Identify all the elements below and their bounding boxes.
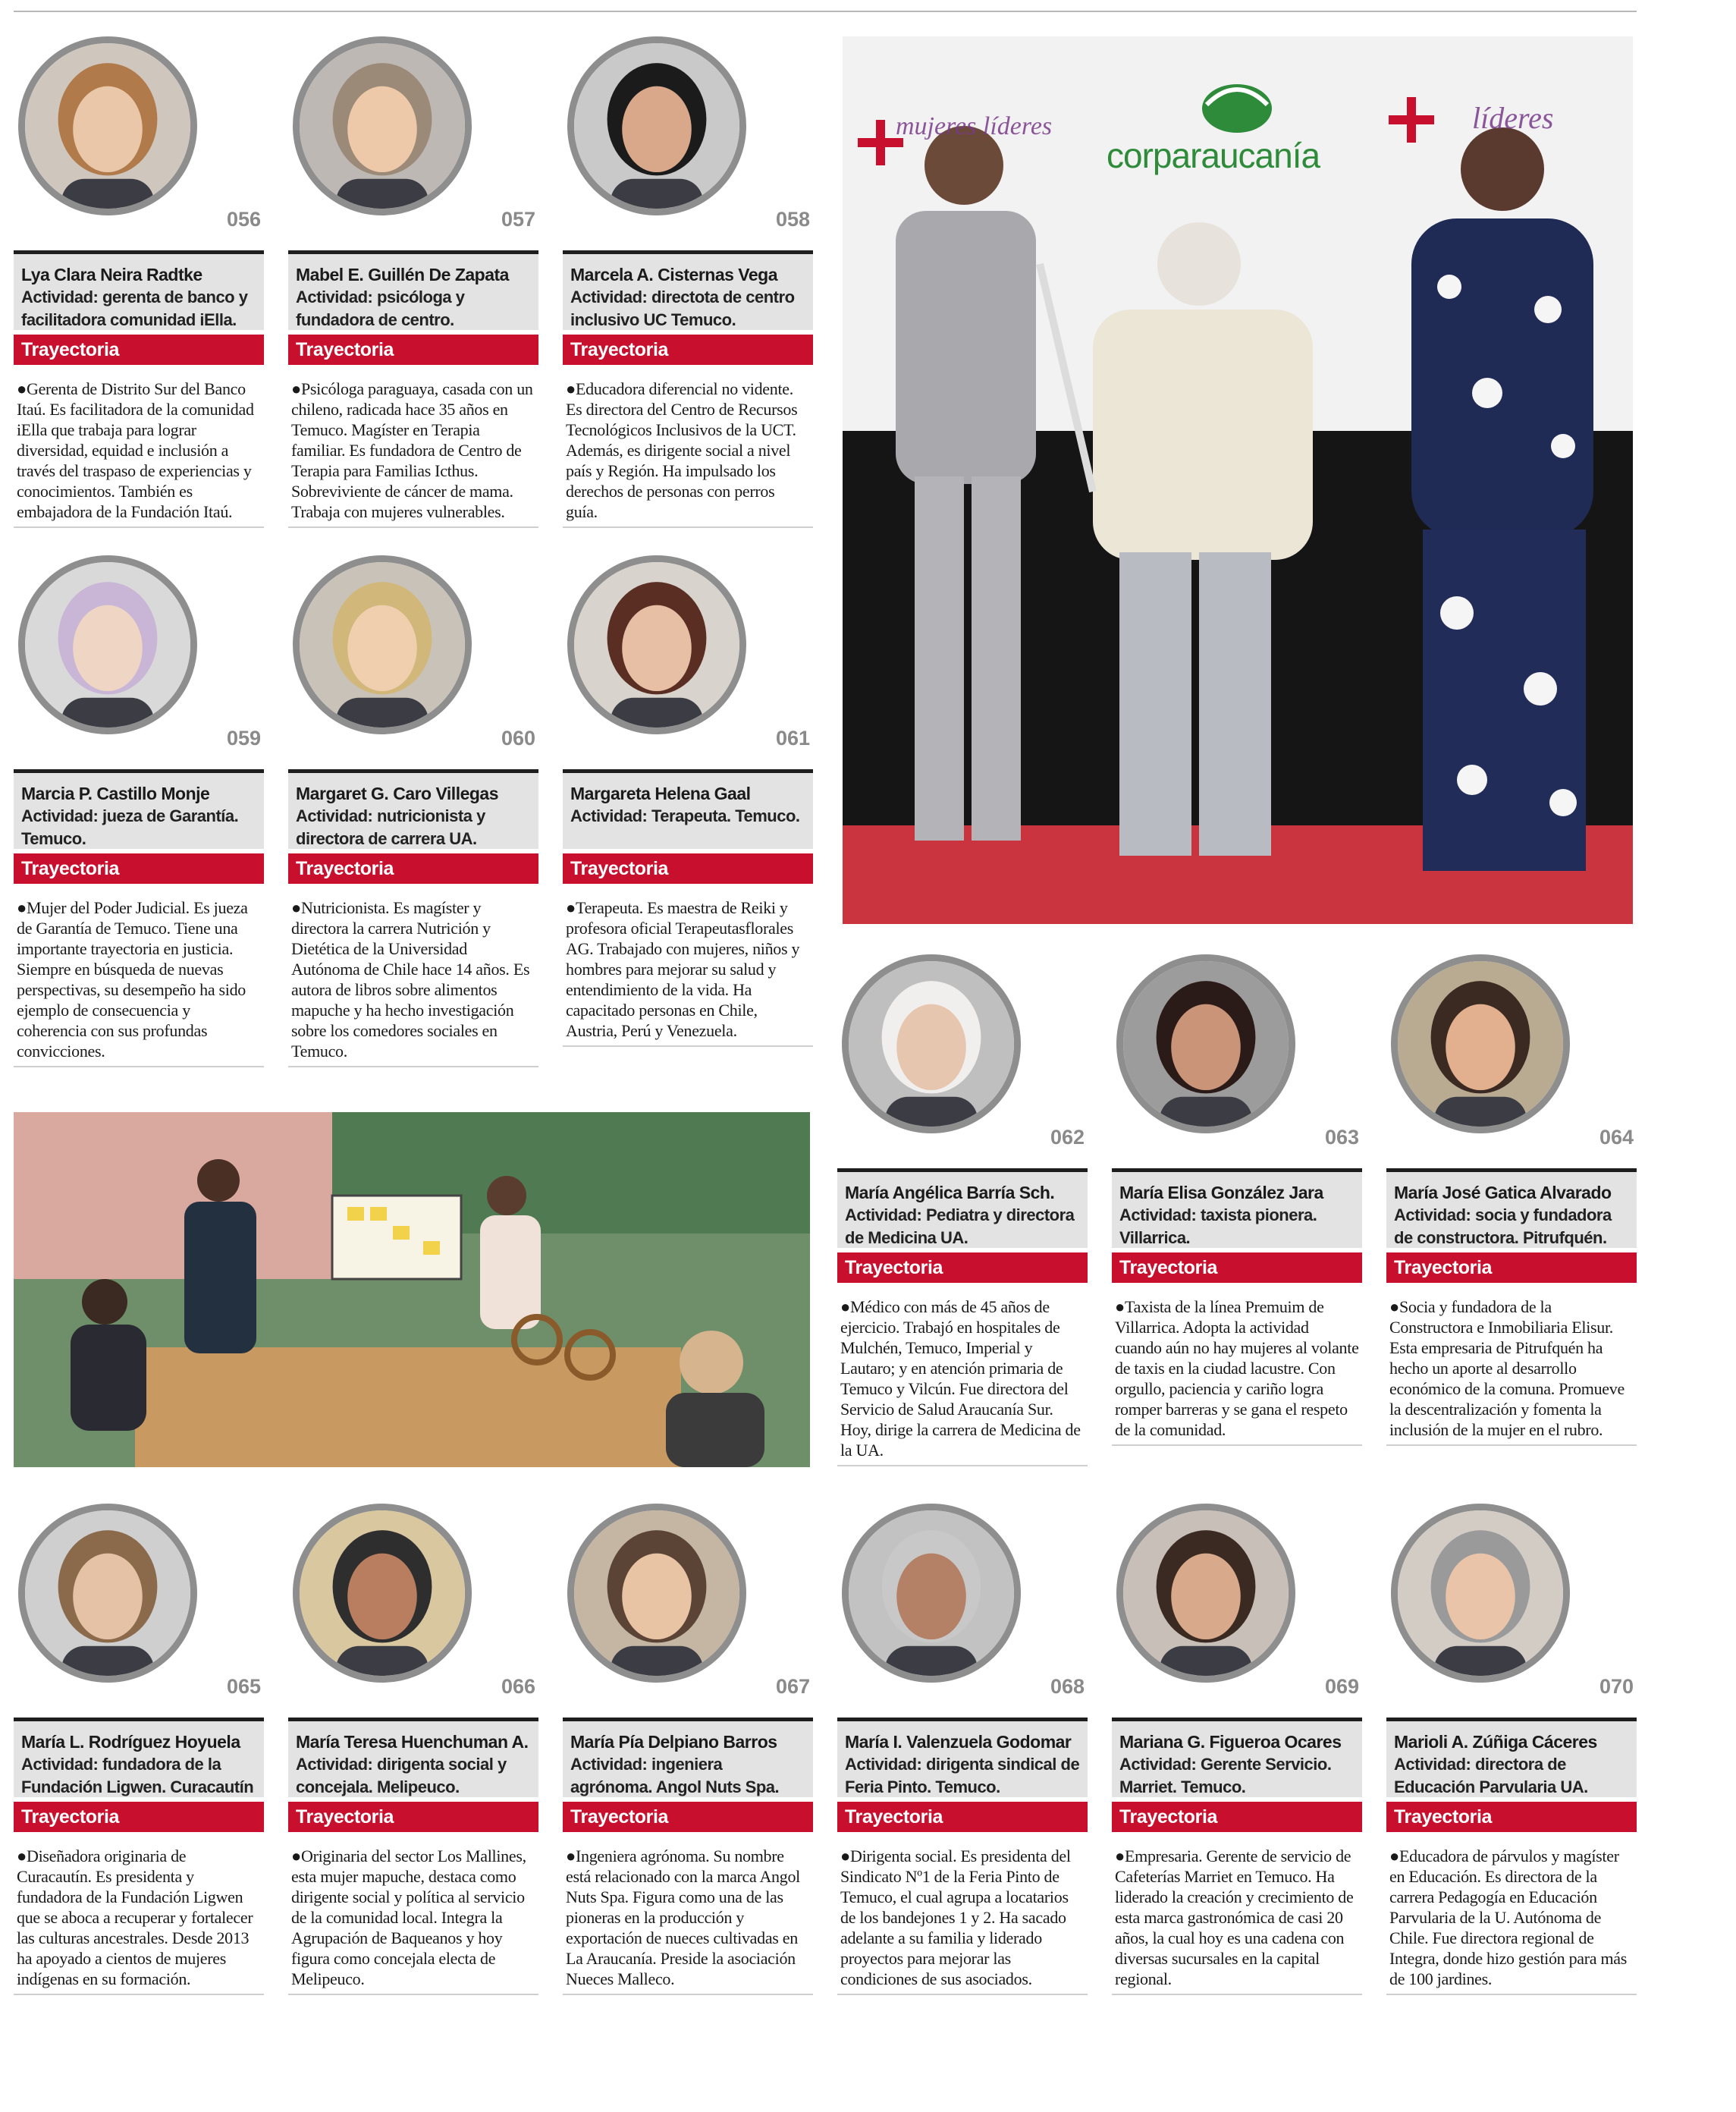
profile-activity: Actividad: ingeniera agrónoma. Angol Nuts Spa. bbox=[570, 1755, 780, 1796]
profile-card-065 bbox=[14, 1504, 264, 1995]
name-box bbox=[563, 1721, 813, 1797]
profile-name: María José Gatica Alvarado bbox=[1394, 1183, 1612, 1202]
section-band: Trayectoria bbox=[1386, 1802, 1637, 1832]
name-box bbox=[1386, 1721, 1637, 1797]
profile-card-059 bbox=[14, 555, 264, 1067]
card-end-rule bbox=[288, 526, 538, 528]
profile-card-069 bbox=[1112, 1504, 1362, 1995]
profile-name: Lya Clara Neira Radtke bbox=[21, 265, 202, 284]
profile-activity: Actividad: directora de Educación Parvularia UA. bbox=[1394, 1755, 1588, 1796]
profile-activity: Actividad: fundadora de la Fundación Ligwen. Curacautín bbox=[21, 1755, 254, 1796]
section-band: Trayectoria bbox=[1112, 1252, 1362, 1283]
profile-activity: Actividad: taxista pionera. Villarrica. bbox=[1119, 1205, 1317, 1247]
profile-bio: ●Psicóloga paraguaya, casada con un chileno, radicada hace 35 años en Temuco. Magíster en Terapia familiar. Es fundadora de Centro de Terapia para Familias Icthus. Sobreviviente de cáncer de mama. Trabaja con mujeres vulnerables. bbox=[291, 379, 533, 521]
profile-activity: Actividad: gerenta de banco y facilitadora comunidad iElla. bbox=[21, 288, 248, 329]
avatar bbox=[1116, 954, 1295, 1133]
profile-activity: Actividad: jueza de Garantía. Temuco. bbox=[21, 806, 239, 848]
profile-card-061 bbox=[563, 555, 813, 1047]
profile-activity: Actividad: directota de centro inclusivo UC Temuco. bbox=[570, 288, 795, 329]
name-box bbox=[288, 1721, 538, 1797]
section-band: Trayectoria bbox=[14, 1802, 264, 1832]
profile-number: 066 bbox=[501, 1675, 535, 1698]
avatar-area bbox=[1112, 1504, 1362, 1718]
avatar bbox=[567, 555, 746, 734]
name-box bbox=[563, 773, 813, 849]
section-band: Trayectoria bbox=[563, 853, 813, 884]
section-band: Trayectoria bbox=[1112, 1802, 1362, 1832]
card-end-rule bbox=[14, 526, 264, 528]
name-box bbox=[14, 773, 264, 849]
profile-bio: ●Nutricionista. Es magíster y directora la carrera Nutrición y Dietética de la Universidad Autónoma de Chile hace 14 años. Es autora de libros sobre alimentos mapuche y ha hecho investigación sobre los comedores sociales en Temuco. bbox=[291, 898, 530, 1061]
profile-bio: ●Ingeniera agrónoma. Su nombre está relacionado con la marca Angol Nuts Spa. Figura como una de las pioneras en la producción y exportación de nueces cultivadas en La Araucanía. Preside la asociación Nueces Malleco. bbox=[566, 1846, 800, 1988]
profile-name: Marcela A. Cisternas Vega bbox=[570, 265, 778, 284]
section-band: Trayectoria bbox=[14, 335, 264, 365]
avatar bbox=[842, 1504, 1021, 1683]
profile-card-062 bbox=[837, 954, 1088, 1466]
avatar-area bbox=[288, 555, 538, 769]
profile-name: Margareta Helena Gaal bbox=[570, 784, 751, 803]
profile-number: 065 bbox=[226, 1675, 261, 1698]
card-end-rule bbox=[563, 1994, 813, 1995]
avatar bbox=[1391, 954, 1570, 1133]
profile-bio: ●Mujer del Poder Judicial. Es jueza de Garantía de Temuco. Tiene una importante trayectoria en justicia. Siempre en búsqueda de nuevas perspectivas, su desempeño ha sido ejemplo de consecuencia y coherencia con sus profundas convicciones. bbox=[17, 898, 248, 1061]
avatar-area bbox=[288, 1504, 538, 1718]
profile-bio: ●Originaria del sector Los Mallines, esta mujer mapuche, destaca como dirigente social y política al servicio de la comunidad local. Integra la Agrupación de Baqueanos y hoy figura como concejala electa de Melipeuco. bbox=[291, 1846, 526, 1988]
avatar bbox=[18, 555, 197, 734]
name-box bbox=[1112, 1721, 1362, 1797]
profile-activity: Actividad: psicóloga y fundadora de centro. bbox=[296, 288, 465, 329]
section-band: Trayectoria bbox=[288, 335, 538, 365]
profile-number: 063 bbox=[1324, 1126, 1359, 1149]
section-band: Trayectoria bbox=[14, 853, 264, 884]
profile-card-066 bbox=[288, 1504, 538, 1995]
avatar-area bbox=[14, 555, 264, 769]
profile-number: 064 bbox=[1599, 1126, 1634, 1149]
section-band: Trayectoria bbox=[563, 335, 813, 365]
name-box bbox=[288, 254, 538, 330]
profile-bio: ●Médico con más de 45 años de ejercicio. Trabajó en hospitales de Mulchén, Temuco, Imperial y Lautaro; y en atención primaria de Temuco y Vilcún. Fue directora del Servicio de Salud Araucanía Sur. Hoy, dirige la carrera de Medicina de la UA. bbox=[840, 1297, 1081, 1460]
profile-activity: Actividad: dirigenta social y concejala. Melipeuco. bbox=[296, 1755, 507, 1796]
workshop-photo bbox=[14, 1112, 810, 1467]
avatar bbox=[1116, 1504, 1295, 1683]
event-signage-left: mujeres líderes bbox=[896, 112, 1053, 140]
profile-name: María I. Valenzuela Godomar bbox=[845, 1732, 1072, 1752]
profile-name: María Angélica Barría Sch. bbox=[845, 1183, 1055, 1202]
profile-number: 059 bbox=[226, 727, 261, 750]
profile-number: 067 bbox=[775, 1675, 810, 1698]
profile-activity: Actividad: Pediatra y directora de Medicina UA. bbox=[845, 1205, 1075, 1247]
profile-card-068 bbox=[837, 1504, 1088, 1995]
profile-activity: Actividad: dirigenta sindical de Feria Pinto. Temuco. bbox=[845, 1755, 1080, 1796]
profile-card-060 bbox=[288, 555, 538, 1067]
avatar bbox=[18, 1504, 197, 1683]
avatar bbox=[842, 954, 1021, 1133]
name-box bbox=[563, 254, 813, 330]
avatar-area bbox=[837, 1504, 1088, 1718]
profile-card-070 bbox=[1386, 1504, 1637, 1995]
profile-number: 056 bbox=[226, 208, 261, 231]
profile-name: Margaret G. Caro Villegas bbox=[296, 784, 499, 803]
avatar bbox=[567, 36, 746, 215]
profile-number: 068 bbox=[1050, 1675, 1085, 1698]
profile-activity: Actividad: socia y fundadora de constructora. Pitrufquén. bbox=[1394, 1205, 1612, 1247]
profile-card-067 bbox=[563, 1504, 813, 1995]
section-band: Trayectoria bbox=[1386, 1252, 1637, 1283]
section-band: Trayectoria bbox=[837, 1252, 1088, 1283]
name-box bbox=[14, 254, 264, 330]
profile-number: 062 bbox=[1050, 1126, 1085, 1149]
card-end-rule bbox=[14, 1994, 264, 1995]
profile-bio: ●Educadora de párvulos y magíster en Educación. Es directora de la carrera Pedagogía en Educación Parvularia de la U. Autónoma de Chile. Fue directora regional de Integra, donde hizo gestión para más de 100 jardines. bbox=[1389, 1846, 1627, 1988]
card-end-rule bbox=[288, 1994, 538, 1995]
avatar-area bbox=[563, 555, 813, 769]
profile-activity: Actividad: Terapeuta. Temuco. bbox=[570, 806, 800, 825]
card-end-rule bbox=[1386, 1994, 1637, 1995]
avatar-area bbox=[1112, 954, 1362, 1168]
profile-card-064 bbox=[1386, 954, 1637, 1446]
profile-name: María Elisa González Jara bbox=[1119, 1183, 1323, 1202]
event-brand-logo: corparaucanía bbox=[1107, 136, 1320, 175]
avatar-area bbox=[563, 1504, 813, 1718]
avatar-area bbox=[837, 954, 1088, 1168]
profile-number: 061 bbox=[775, 727, 810, 750]
avatar bbox=[18, 36, 197, 215]
name-box bbox=[288, 773, 538, 849]
card-end-rule bbox=[1112, 1994, 1362, 1995]
profile-card-057 bbox=[288, 36, 538, 528]
avatar bbox=[1391, 1504, 1570, 1683]
top-rule bbox=[14, 11, 1637, 12]
card-end-rule bbox=[1386, 1444, 1637, 1446]
name-box bbox=[1386, 1172, 1637, 1248]
profile-name: María Pía Delpiano Barros bbox=[570, 1732, 777, 1752]
profile-name: María Teresa Huenchuman A. bbox=[296, 1732, 529, 1752]
event-photo bbox=[843, 36, 1633, 924]
card-end-rule bbox=[563, 526, 813, 528]
avatar-area bbox=[563, 36, 813, 250]
profile-number: 058 bbox=[775, 208, 810, 231]
card-end-rule bbox=[563, 1045, 813, 1047]
profile-card-063 bbox=[1112, 954, 1362, 1446]
profile-number: 070 bbox=[1599, 1675, 1634, 1698]
profile-number: 069 bbox=[1324, 1675, 1359, 1698]
profile-bio: ●Dirigenta social. Es presidenta del Sindicato Nº1 de la Feria Pinto de Temuco, el cual agrupa a locatarios de los bandejones 1 y 2. Ha sacado adelante a su familia y liderado proyectos para mejorar las condiciones de sus asociados. bbox=[840, 1846, 1071, 1988]
avatar bbox=[293, 555, 472, 734]
avatar-area bbox=[14, 36, 264, 250]
profile-bio: ●Gerenta de Distrito Sur del Banco Itaú. Es facilitadora de la comunidad iElla que trabaja para lograr diversidad, equidad e inclusión a través del traspaso de experiencias y conocimientos. También es embajadora de la Fundación Itaú. bbox=[17, 379, 254, 521]
section-band: Trayectoria bbox=[288, 1802, 538, 1832]
profile-name: María L. Rodríguez Hoyuela bbox=[21, 1732, 240, 1752]
card-end-rule bbox=[288, 1066, 538, 1067]
profile-activity: Actividad: nutricionista y directora de carrera UA. bbox=[296, 806, 485, 848]
profile-name: Mabel E. Guillén De Zapata bbox=[296, 265, 509, 284]
name-box bbox=[837, 1721, 1088, 1797]
profile-activity: Actividad: Gerente Servicio. Marriet. Temuco. bbox=[1119, 1755, 1332, 1796]
section-band: Trayectoria bbox=[837, 1802, 1088, 1832]
card-end-rule bbox=[837, 1994, 1088, 1995]
section-band: Trayectoria bbox=[288, 853, 538, 884]
name-box bbox=[14, 1721, 264, 1797]
section-band: Trayectoria bbox=[563, 1802, 813, 1832]
avatar-area bbox=[1386, 1504, 1637, 1718]
card-end-rule bbox=[14, 1066, 264, 1067]
card-end-rule bbox=[1112, 1444, 1362, 1446]
avatar-area bbox=[14, 1504, 264, 1718]
profile-bio: ●Taxista de la línea Premuim de Villarrica. Adopta la actividad cuando aún no hay mujeres al volante de taxis en la ciudad lacustre. Con orgullo, paciencia y cariño logra romper barreras y se gana el respeto de la comunidad. bbox=[1115, 1297, 1359, 1439]
avatar-area bbox=[1386, 954, 1637, 1168]
profile-name: Marcia P. Castillo Monje bbox=[21, 784, 210, 803]
avatar-area bbox=[288, 36, 538, 250]
event-signage-right: líderes bbox=[1472, 101, 1554, 135]
profile-card-056 bbox=[14, 36, 264, 528]
profile-bio: ●Terapeuta. Es maestra de Reiki y profesora oficial Terapeutasflorales AG. Trabajado con mujeres, niños y hombres para mejorar su salud y entendimiento de la vida. Ha capacitado personas en Chile, Austria, Perú y Venezuela. bbox=[566, 898, 800, 1040]
profile-bio: ●Socia y fundadora de la Constructora e Inmobiliaria Elisur. Esta empresaria de Pitrufquén ha hecho un aporte al desarrollo económico de la comuna. Promueve la descentralización y fomenta la inclusión de la mujer en el rubro. bbox=[1389, 1297, 1625, 1439]
name-box bbox=[1112, 1172, 1362, 1248]
profile-name: Mariana G. Figueroa Ocares bbox=[1119, 1732, 1342, 1752]
card-end-rule bbox=[837, 1465, 1088, 1466]
profile-bio: ●Empresaria. Gerente de servicio de Cafeterías Marriet en Temuco. Ha liderado la creación y crecimiento de esta marca gastronómica de casi 20 años, la cual hoy es una cadena con diversas sucursales en la capital regional. bbox=[1115, 1846, 1354, 1988]
avatar bbox=[567, 1504, 746, 1683]
avatar bbox=[293, 36, 472, 215]
name-box bbox=[837, 1172, 1088, 1248]
profile-card-058 bbox=[563, 36, 813, 528]
profile-number: 060 bbox=[501, 727, 535, 750]
profile-bio: ●Educadora diferencial no vidente. Es directora del Centro de Recursos Tecnológicos Inclusivos de la UCT. Además, es dirigente social a nivel país y Región. Ha impulsado los derechos de personas con perros guía. bbox=[566, 379, 798, 521]
profile-bio: ●Diseñadora originaria de Curacautín. Es presidenta y fundadora de la Fundación Ligwen que se aboca a recuperar y fortalecer las culturas ancestrales. Desde 2013 ha apoyado a cientos de mujeres indígenas en su formación. bbox=[17, 1846, 253, 1988]
profile-number: 057 bbox=[501, 208, 535, 231]
avatar bbox=[293, 1504, 472, 1683]
profile-name: Marioli A. Zúñiga Cáceres bbox=[1394, 1732, 1597, 1752]
